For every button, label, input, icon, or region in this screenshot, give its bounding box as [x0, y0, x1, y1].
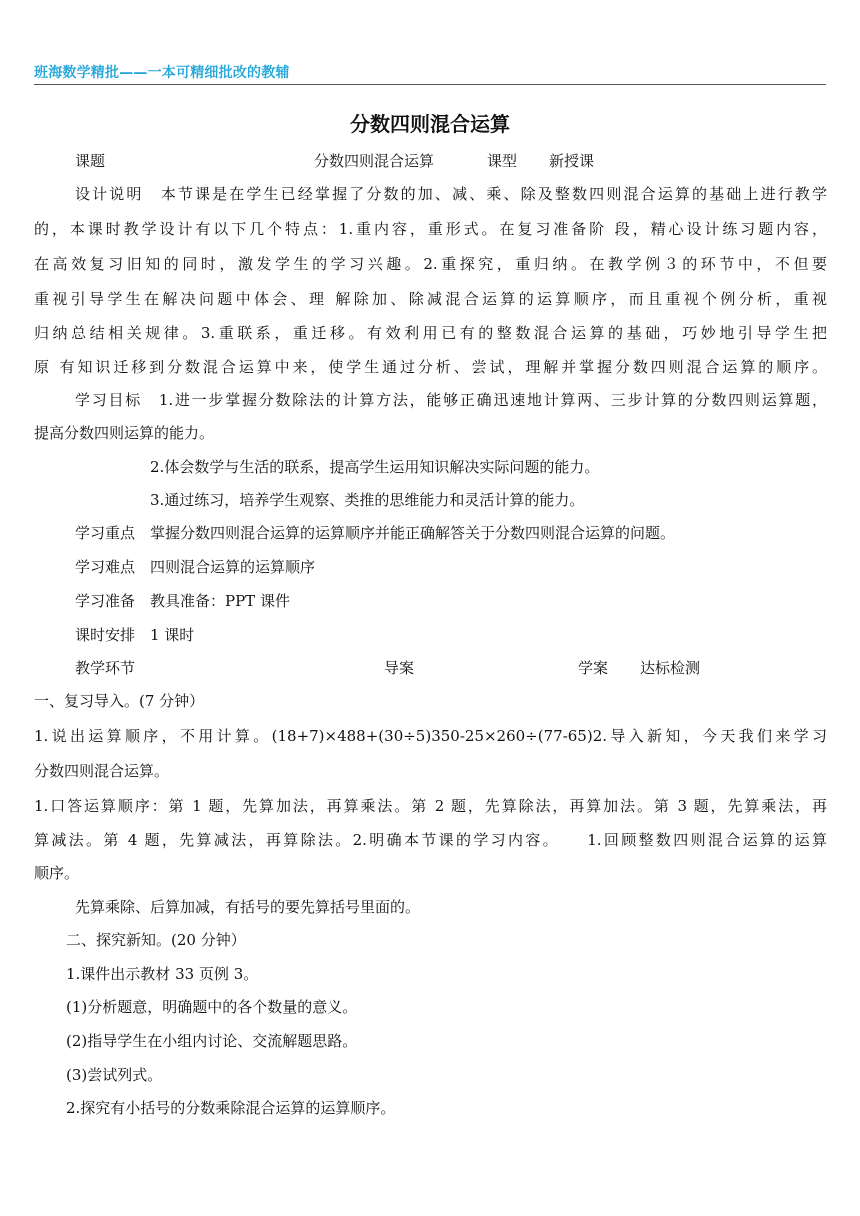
section2-item-5: 2.探究有小括号的分数乘除混合运算的运算顺序。 — [66, 1099, 396, 1117]
type-label: 课型 — [487, 152, 518, 170]
table-header-study: 学案 — [578, 659, 609, 677]
design-line-3: 在高效复习旧知的同时，激发学生的学习兴趣。2.重探究，重归纳。在教学例３的环节中，不但要 — [34, 255, 827, 273]
goals-line-1: 学习目标 1.进一步掌握分数除法的计算方法，能够正确迅速地计算两、三步计算的分数四则运算题， — [75, 391, 827, 409]
header-divider — [34, 84, 826, 85]
section2-item-3: (2)指导学生在小组内讨论、交流解题思路。 — [66, 1032, 358, 1050]
section1-summary: 先算乘除、后算加减，有括号的要先算括号里面的。 — [75, 898, 421, 916]
design-line-2: 的，本课时教学设计有以下几个特点：1.重内容，重形式。在复习准备阶 段，精心设计练习题内容， — [34, 220, 827, 238]
section2-item-4: (3)尝试列式。 — [66, 1066, 163, 1084]
type-value: 新授课 — [549, 152, 595, 170]
section1-para2-line2: 算减法。第 4 题，先算减法，再算除法。2.明确本节课的学习内容。 1.回顾整数四则混合运算的运算 — [34, 831, 827, 849]
table-header-guide: 导案 — [384, 659, 415, 677]
design-line-4: 重视引导学生在解决问题中体会、理 解除加、除减混合运算的运算顺序，而且重视个例分析，重视 — [34, 290, 827, 308]
document-title: 分数四则混合运算 — [350, 112, 510, 136]
course-value: 分数四则混合运算 — [314, 152, 435, 170]
section1-para1-line1: 1.说出运算顺序，不用计算。(18+7)×488+(30÷5)350-25×260÷(77-65)2.导入新知，今天我们来学习 — [34, 727, 827, 745]
goals-item-2: 2.体会数学与生活的联系，提高学生运用知识解决实际问题的能力。 — [150, 458, 600, 476]
section2-item-1: 1.课件出示教材 33 页例 3。 — [66, 965, 259, 983]
goals-line-2: 提高分数四则运算的能力。 — [34, 424, 215, 442]
class-schedule: 课时安排 1 课时 — [75, 626, 195, 644]
learning-focus: 学习重点 掌握分数四则混合运算的运算顺序并能正确解答关于分数四则混合运算的问题。 — [75, 524, 676, 542]
table-header-stage: 教学环节 — [75, 659, 136, 677]
page-header-brand: 班海数学精批——一本可精细批改的教辅 — [34, 65, 290, 81]
section1-para1-line2: 分数四则混合运算。 — [34, 762, 170, 780]
section2-item-2: (1)分析题意，明确题中的各个数量的意义。 — [66, 998, 358, 1016]
design-line-5: 归纳总结相关规律。3.重联系，重迁移。有效利用已有的整数混合运算的基础，巧妙地引导学生把 — [34, 324, 827, 342]
learning-difficulty: 学习难点 四则混合运算的运算顺序 — [75, 558, 316, 576]
section1-heading: 一、复习导入。(7 分钟） — [34, 692, 205, 710]
design-line-6: 原 有知识迁移到分数混合运算中来，使学生通过分析、尝试，理解并掌握分数四则混合运算的顺序。 — [34, 358, 827, 376]
design-line-1: 设计说明 本节课是在学生已经掌握了分数的加、减、乘、除及整数四则混合运算的基础上进行教学 — [75, 185, 827, 203]
course-label: 课题 — [75, 152, 106, 170]
section1-para2-line1: 1.口答运算顺序：第 1 题，先算加法，再算乘法。第 2 题，先算除法，再算加法。第 3 题，先算乘法，再 — [34, 797, 827, 815]
table-header-check: 达标检测 — [640, 659, 701, 677]
section2-heading: 二、探究新知。(20 分钟） — [66, 931, 246, 949]
section1-para2-line3: 顺序。 — [34, 864, 80, 882]
learning-prep: 学习准备 教具准备：PPT 课件 — [75, 592, 290, 610]
goals-item-3: 3.通过练习，培养学生观察、类推的思维能力和灵活计算的能力。 — [150, 491, 585, 509]
